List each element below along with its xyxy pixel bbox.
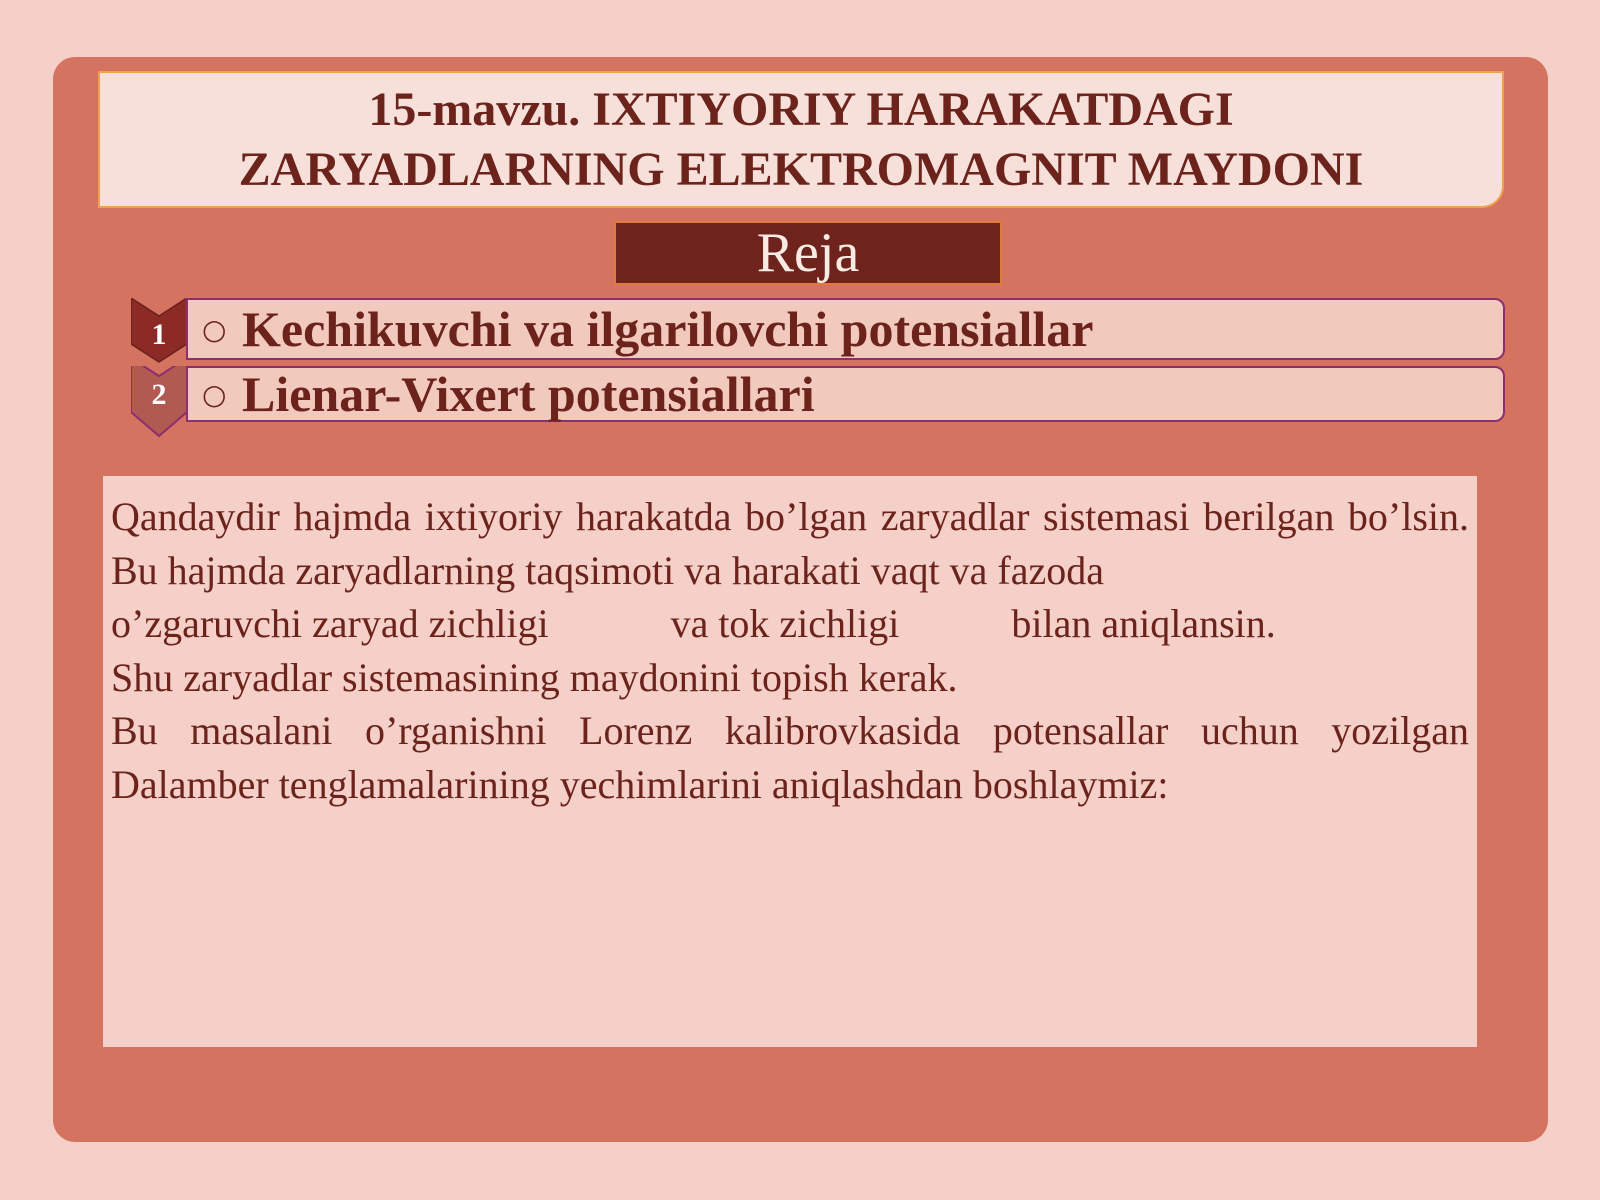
plan-item-number: 1 bbox=[151, 318, 167, 351]
body-paragraph-2: Shu zaryadlar sistemasining maydonini topish kerak. bbox=[111, 654, 958, 700]
plan-heading: Reja bbox=[614, 221, 1002, 285]
plan-item-number: 2 bbox=[151, 378, 167, 411]
plan-item-bar bbox=[186, 366, 1505, 422]
plan-item-text: Kechikuvchi va ilgarilovchi potensiallar bbox=[242, 301, 1094, 357]
content-box bbox=[103, 476, 1477, 1047]
title-box bbox=[98, 71, 1504, 208]
bullet-icon: ○ bbox=[202, 312, 227, 346]
body-paragraph-1: Qandaydir hajmda ixtiyoriy harakatda bo’lgan zaryadlar sistemasi berilgan bo’lsin. Bu hajmda zaryadlarning taqsimoti va harakati vaqt va fazoda bbox=[111, 494, 1469, 593]
body-paragraph-1-continued bbox=[111, 597, 1469, 651]
body-text-part-a: o’zgaruvchi zaryad zichligi bbox=[111, 601, 549, 646]
bullet-icon: ○ bbox=[202, 377, 227, 411]
plan-item-1 bbox=[131, 298, 1505, 366]
slide-title-line-1: 15-mavzu. IXTIYORIY HARAKATDAGI bbox=[368, 82, 1234, 136]
plan-item-2 bbox=[131, 366, 1505, 434]
body-paragraph-3: Bu masalani o’rganishni Lorenz kalibrovkasida potensallar uchun yozilgan Dalamber tenglamalarining yechimlarini aniqlashdan boshlaymiz: bbox=[111, 708, 1469, 807]
slide-title-line-2: ZARYADLARNING ELEKTROMAGNIT MAYDONI bbox=[238, 142, 1364, 196]
body-text-part-c: bilan aniqlansin. bbox=[1011, 601, 1276, 646]
plan-item-text: Lienar-Vixert potensiallari bbox=[242, 366, 815, 422]
plan-item-bar bbox=[186, 298, 1505, 360]
body-text-part-b: va tok zichligi bbox=[670, 601, 900, 646]
